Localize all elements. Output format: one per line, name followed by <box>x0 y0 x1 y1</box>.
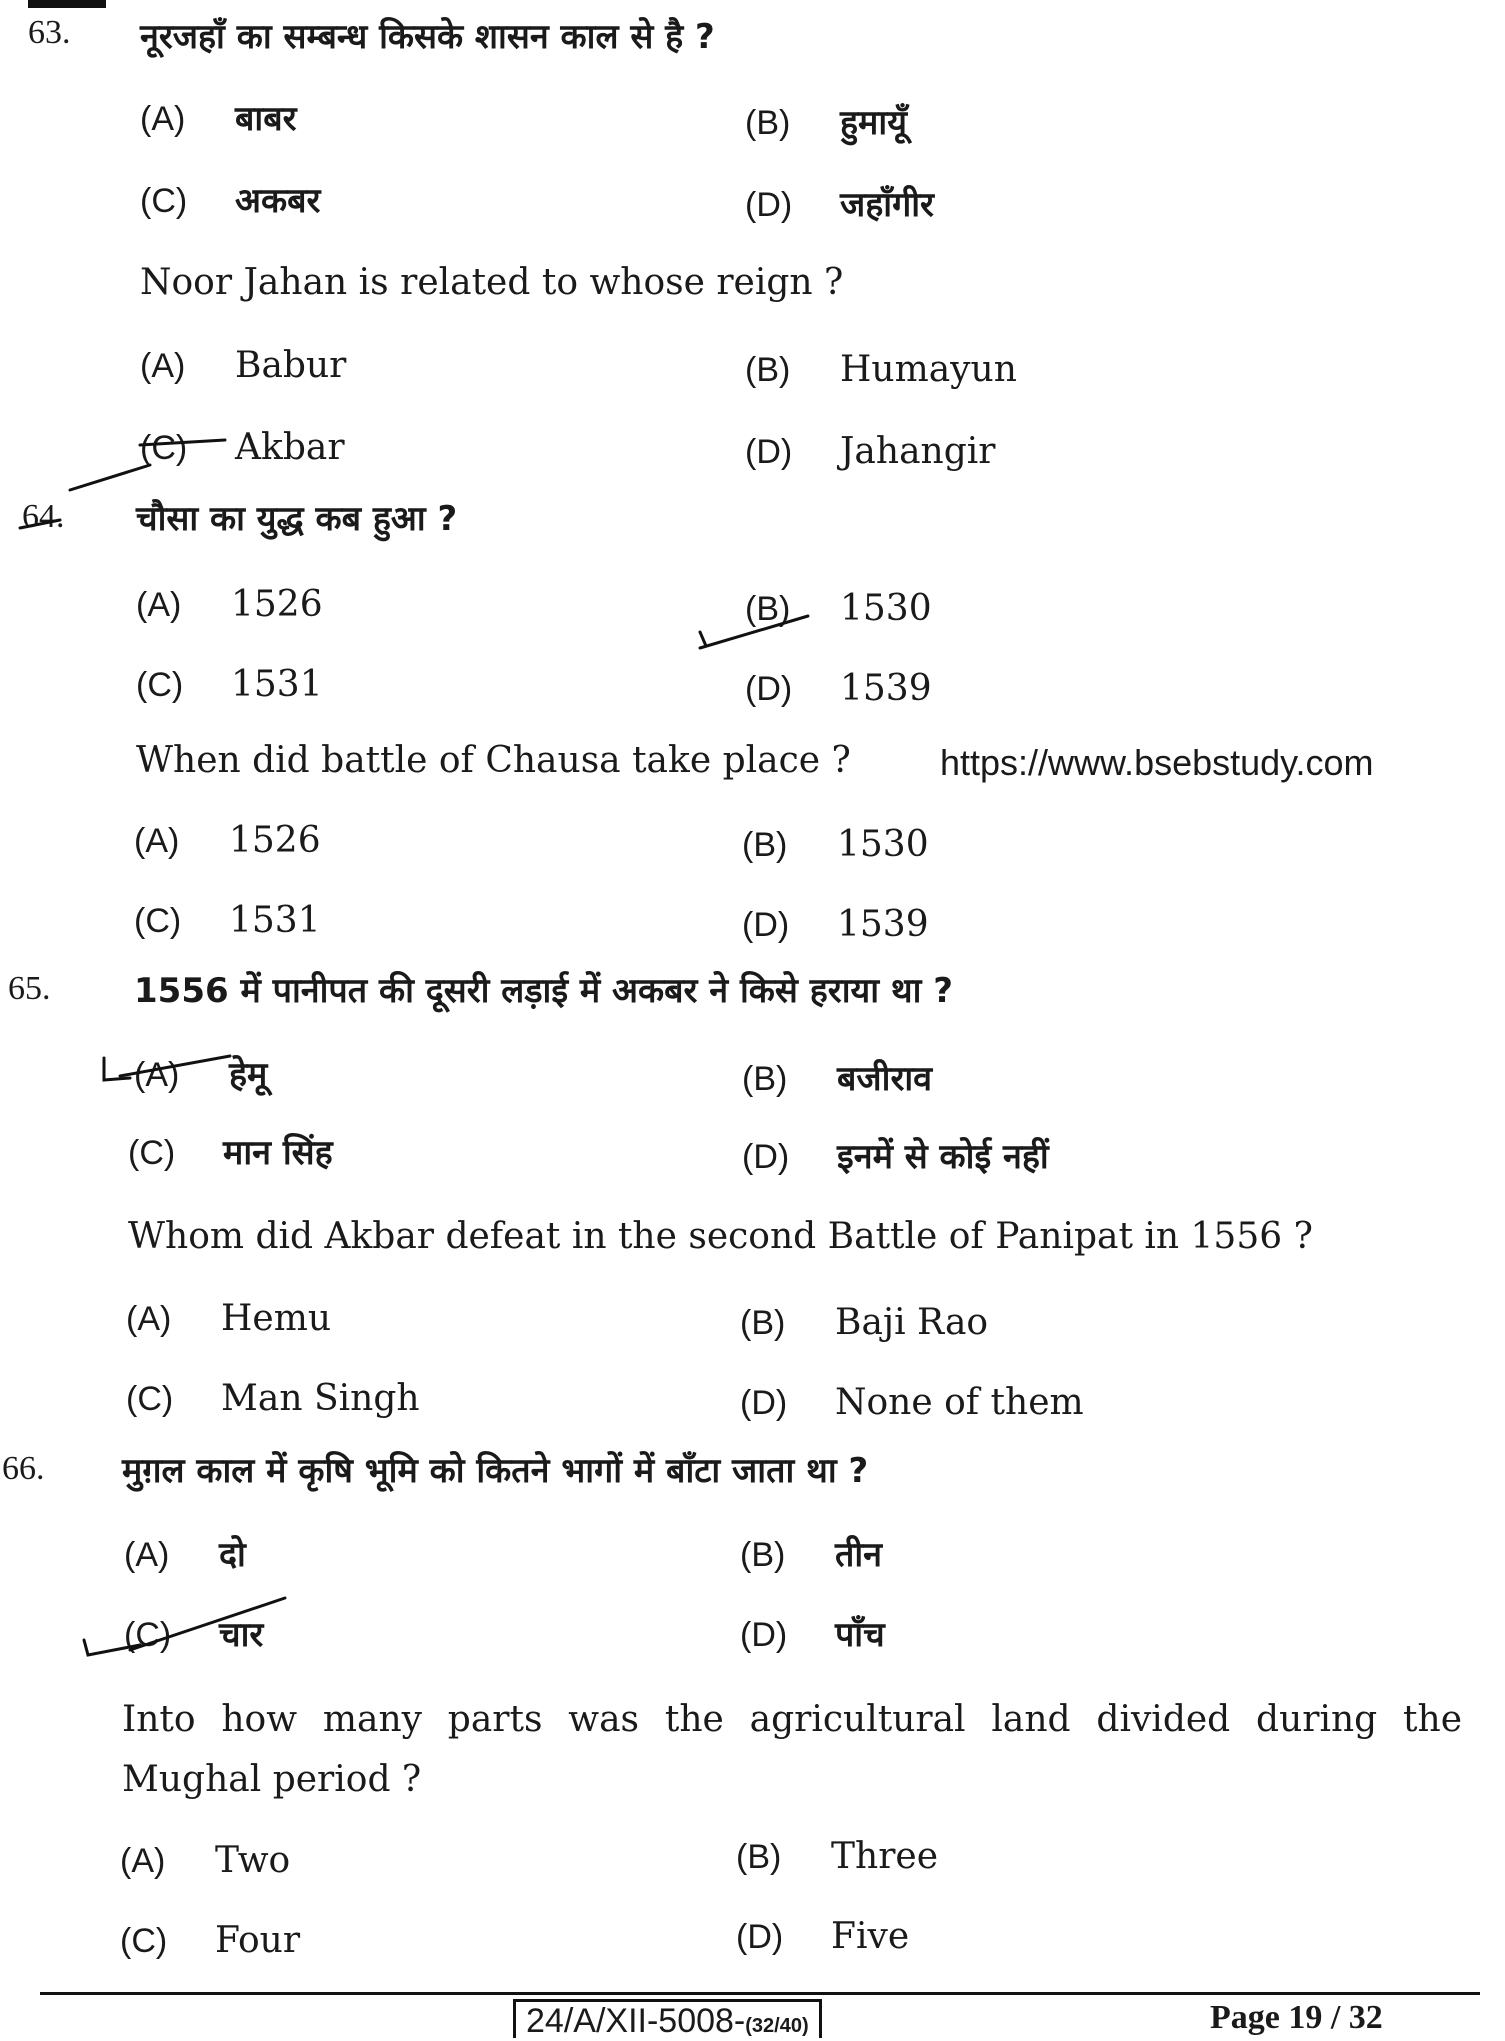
watermark-url: https://www.bsebstudy.com <box>940 742 1374 783</box>
tick-mark-q65-a-hook <box>104 1058 130 1080</box>
option-a-hindi: (A) बाबर <box>140 99 297 139</box>
option-a-english: (A) 1526 <box>134 820 321 861</box>
option-c-hindi: (C) 1531 <box>136 664 323 705</box>
option-d-hindi: (D) पाँच <box>740 1615 885 1655</box>
option-d-hindi: (D) 1539 <box>745 668 932 709</box>
option-b-english: (B) Humayun <box>745 349 1017 390</box>
option-a-english: (A) Babur <box>140 345 347 386</box>
tick-mark-q64-b-hook <box>700 632 706 646</box>
option-a-hindi: (A) हेमू <box>134 1055 268 1095</box>
option-a-hindi: (A) दो <box>124 1535 246 1575</box>
option-b-english: (B) Three <box>736 1836 939 1877</box>
option-c-hindi: (C) चार <box>124 1615 264 1655</box>
option-a-hindi: (A) 1526 <box>136 584 323 625</box>
option-b-hindi: (B) हुमायूँ <box>745 103 907 143</box>
option-c-english: (C) Akbar <box>140 427 345 468</box>
option-d-english: (D) None of them <box>740 1382 1084 1423</box>
footer-rule <box>40 1992 1480 1995</box>
question-number: 65. <box>8 970 51 1007</box>
question-text-english: Into how many parts was the agricultural land divided during the Mughal period ? <box>122 1699 1462 1800</box>
top-corner-mark <box>28 0 106 8</box>
option-b-hindi: (B) बजीराव <box>742 1059 933 1099</box>
option-c-english: (C) 1531 <box>134 900 321 941</box>
option-d-english: (D) 1539 <box>742 904 929 945</box>
question-text-english: Whom did Akbar defeat in the second Battle of Panipat in 1556 ? <box>128 1216 1313 1257</box>
paper-code: 24/A/XII-5008-(32/40) <box>513 1999 822 2038</box>
tick-mark-q63-c-tail <box>70 465 150 490</box>
question-text-hindi: 1556 में पानीपत की दूसरी लड़ाई में अकबर ने किसे हराया था ? <box>134 971 953 1011</box>
option-d-hindi: (D) जहाँगीर <box>745 185 934 225</box>
option-b-hindi: (B) 1530 <box>745 588 932 629</box>
option-a-english: (A) Two <box>120 1840 291 1881</box>
question-text-english: Noor Jahan is related to whose reign ? <box>140 262 844 303</box>
option-c-hindi: (C) मान सिंह <box>128 1133 333 1173</box>
option-b-english: (B) 1530 <box>742 824 929 865</box>
question-text-english: When did battle of Chausa take place ? <box>136 740 851 781</box>
page-number: Page 19 / 32 <box>1210 1999 1383 2036</box>
question-text-hindi: चौसा का युद्ध कब हुआ ? <box>136 499 458 539</box>
option-a-english: (A) Hemu <box>126 1298 332 1339</box>
question-number: 66. <box>2 1450 45 1487</box>
question-number: 64. <box>22 498 65 535</box>
option-b-english: (B) Baji Rao <box>740 1302 989 1343</box>
option-d-english: (D) Five <box>736 1916 910 1957</box>
option-d-hindi: (D) इनमें से कोई नहीं <box>742 1137 1049 1177</box>
question-text-hindi: नूरजहाँ का सम्बन्ध किसके शासन काल से है ? <box>140 17 715 57</box>
option-d-english: (D) Jahangir <box>745 431 996 472</box>
question-text-hindi: मुग़ल काल में कृषि भूमि को कितने भागों में बाँटा जाता था ? <box>122 1451 869 1491</box>
option-c-english: (C) Four <box>120 1920 301 1961</box>
option-c-hindi: (C) अकबर <box>140 181 321 221</box>
question-number: 63. <box>28 14 71 51</box>
option-b-hindi: (B) तीन <box>740 1535 883 1575</box>
option-c-english: (C) Man Singh <box>126 1378 420 1419</box>
